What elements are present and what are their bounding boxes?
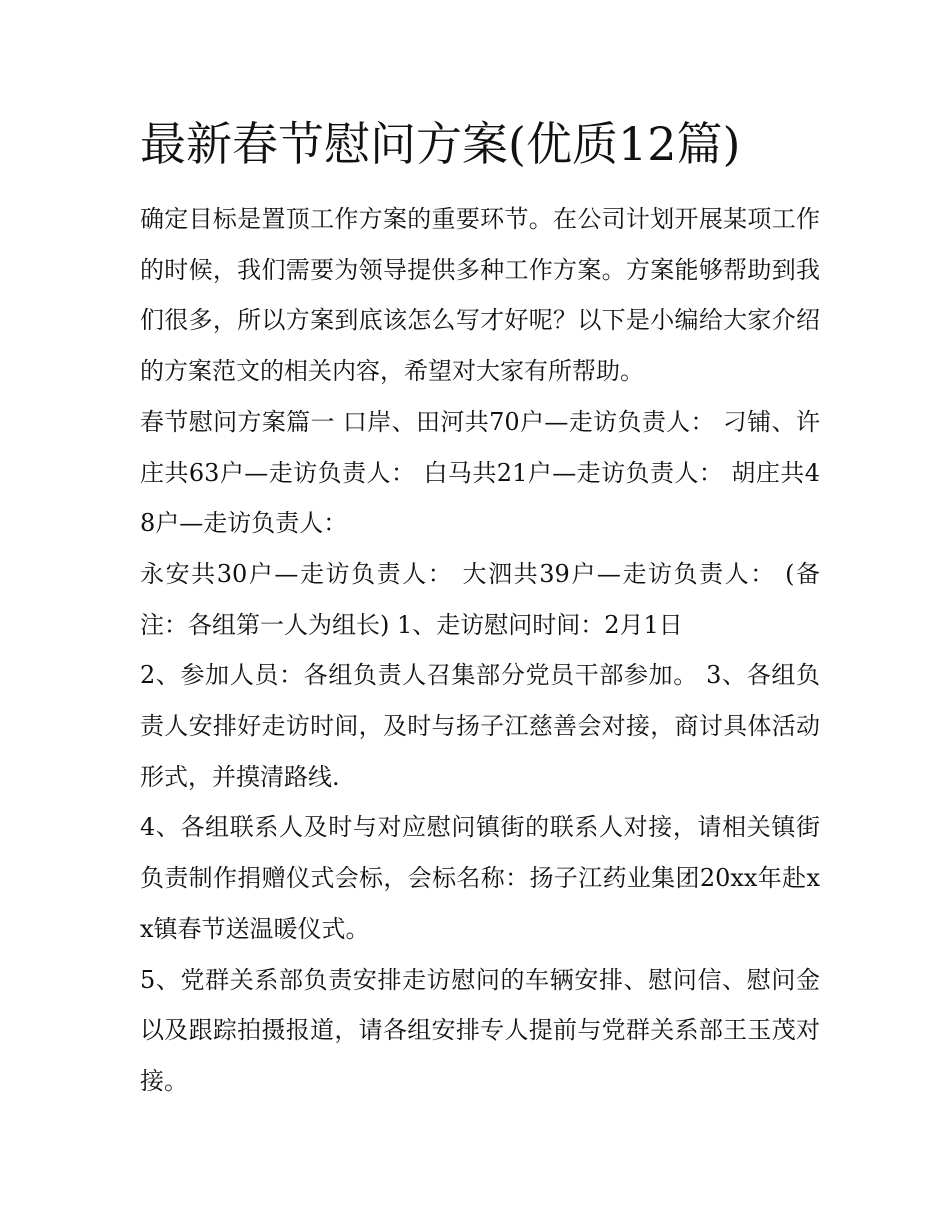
contact-paragraph: 4、各组联系人及时与对应慰问镇街的联系人对接，请相关镇街负责制作捐赠仪式会标，会标名称：扬子江药业集团20xx年赴xx镇春节送温暖仪式。 [140, 813, 820, 943]
logistics-paragraph: 5、党群关系部负责安排走访慰问的车辆安排、慰问信、慰问金以及跟踪拍摄报道，请各组安排专人提前与党群关系部王玉茂对接。 [140, 965, 820, 1095]
visit-groups-paragraph-1: 春节慰问方案篇一 口岸、田河共70户—走访负责人： 刁铺、许庄共63户—走访负责人： 白马共21户—走访负责人： 胡庄共48户—走访负责人： [140, 407, 820, 538]
document-title: 最新春节慰问方案(优质12篇) [140, 117, 741, 171]
participants-paragraph: 2、参加人员：各组负责人召集部分党员干部参加。 3、各组负责人安排好走访时间，及时与扬子江慈善会对接，商讨具体活动形式，并摸清路线. [140, 661, 820, 791]
visit-groups-paragraph-2: 永安共30户—走访负责人： 大泗共39户—走访负责人： (备注：各组第一人为组长) 1、走访慰问时间：2月1日 [140, 559, 820, 639]
document-content [140, 108, 820, 1107]
intro-paragraph: 确定目标是置顶工作方案的重要环节。在公司计划开展某项工作的时候，我们需要为领导提供多种工作方案。方案能够帮助到我们很多，所以方案到底该怎么写才好呢？以下是小编给大家介绍的方案范文的相关内容，希望对大家有所帮助。 [140, 205, 820, 386]
